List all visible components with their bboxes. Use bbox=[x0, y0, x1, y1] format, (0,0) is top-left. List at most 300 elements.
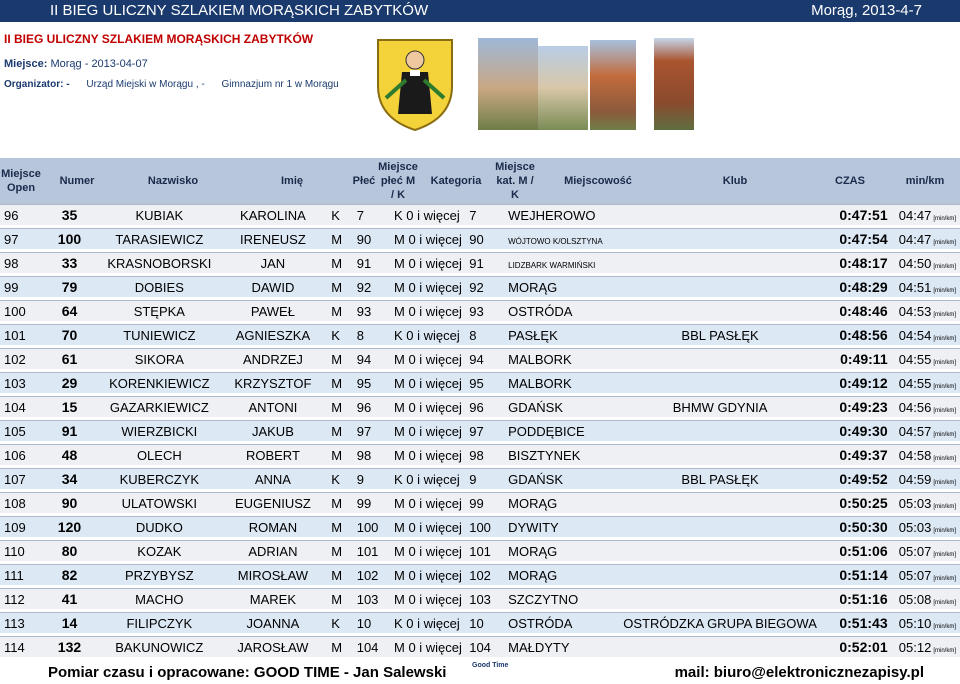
cell-club bbox=[623, 540, 817, 564]
gender-text: M bbox=[331, 303, 343, 319]
open-place-text: 107 bbox=[4, 471, 26, 487]
table-row bbox=[0, 516, 960, 540]
table-row bbox=[0, 420, 960, 444]
cell-bib-number bbox=[39, 588, 100, 612]
cell-category bbox=[390, 468, 465, 492]
cell-bib-number bbox=[39, 228, 100, 252]
cell-club bbox=[623, 516, 817, 540]
first-name-text: JAROSŁAW bbox=[237, 639, 309, 655]
cell-category bbox=[390, 636, 465, 660]
gender-place-text: 95 bbox=[356, 375, 372, 391]
first-name-text: PAWEŁ bbox=[250, 303, 295, 319]
cell-club bbox=[623, 348, 817, 372]
category-text: M 0 i więcej bbox=[394, 519, 462, 535]
bib-number-text: 64 bbox=[61, 303, 78, 319]
pace-unit: [min/km] bbox=[933, 647, 956, 654]
pace-unit: [min/km] bbox=[933, 431, 956, 438]
cell-category bbox=[390, 420, 465, 444]
open-place-text: 105 bbox=[4, 423, 26, 439]
pace-unit: [min/km] bbox=[933, 287, 956, 294]
pace-text: 04:54 bbox=[898, 327, 932, 343]
cell-time bbox=[817, 636, 892, 660]
cell-open-place bbox=[0, 492, 39, 516]
gender-place-text: 100 bbox=[356, 519, 379, 535]
cell-pace bbox=[892, 324, 960, 348]
cell-bib-number bbox=[39, 324, 100, 348]
cell-city bbox=[504, 372, 623, 396]
gender-text: M bbox=[331, 399, 343, 415]
cell-time bbox=[817, 612, 892, 636]
cell-club bbox=[623, 300, 817, 324]
pace-unit: [min/km] bbox=[933, 263, 956, 270]
last-name-text: KRASNOBORSKI bbox=[107, 255, 212, 271]
pace-text: 05:08 bbox=[898, 591, 932, 607]
bib-number-text: 132 bbox=[57, 639, 82, 655]
banner-title: II BIEG ULICZNY SZLAKIEM MORĄSKICH ZABYTKÓW bbox=[50, 2, 429, 19]
pace-unit: [min/km] bbox=[933, 527, 956, 534]
pace-unit: [min/km] bbox=[933, 359, 956, 366]
cell-city bbox=[504, 588, 623, 612]
bib-number-text: 48 bbox=[61, 447, 78, 463]
cell-last-name bbox=[100, 468, 219, 492]
church-photo bbox=[590, 40, 636, 130]
banner bbox=[0, 0, 960, 22]
category-text: M 0 i więcej bbox=[394, 567, 462, 583]
cell-time bbox=[817, 588, 892, 612]
time-text: 0:52:01 bbox=[839, 639, 888, 655]
pace-unit: [min/km] bbox=[933, 455, 956, 462]
table-row bbox=[0, 540, 960, 564]
cell-city bbox=[504, 396, 623, 420]
table-row bbox=[0, 468, 960, 492]
col-open: Miejsce Open bbox=[0, 158, 42, 204]
cell-club bbox=[623, 468, 817, 492]
cell-gender-place bbox=[353, 540, 390, 564]
cell-first-name bbox=[219, 468, 328, 492]
cell-open-place bbox=[0, 588, 39, 612]
category-place-text: 90 bbox=[469, 231, 484, 247]
cell-time bbox=[817, 204, 892, 228]
gender-text: M bbox=[331, 639, 343, 655]
cell-category bbox=[390, 444, 465, 468]
org-2: Gimnazjum nr 1 w Morągu bbox=[221, 79, 339, 90]
time-text: 0:51:06 bbox=[839, 543, 888, 559]
gender-text: M bbox=[331, 543, 343, 559]
cell-gender bbox=[327, 588, 353, 612]
cell-first-name bbox=[219, 396, 328, 420]
first-name-text: JOANNA bbox=[246, 615, 300, 631]
category-text: M 0 i więcej bbox=[394, 423, 462, 439]
pace-text: 05:03 bbox=[898, 519, 932, 535]
gender-text: M bbox=[331, 567, 343, 583]
open-place-text: 103 bbox=[4, 375, 26, 391]
cell-pace bbox=[892, 612, 960, 636]
col-minkm: min/km bbox=[890, 158, 960, 204]
bib-number-text: 34 bbox=[61, 471, 78, 487]
cell-gender bbox=[327, 468, 353, 492]
first-name-text: EUGENIUSZ bbox=[235, 495, 311, 511]
cell-time bbox=[817, 516, 892, 540]
coat-of-arms-image bbox=[372, 36, 458, 132]
category-place-text: 7 bbox=[469, 207, 477, 223]
cell-first-name bbox=[219, 516, 328, 540]
cell-pace bbox=[892, 492, 960, 516]
cell-category-place bbox=[465, 324, 504, 348]
pace-unit: [min/km] bbox=[933, 503, 956, 510]
cell-open-place bbox=[0, 228, 39, 252]
table-row bbox=[0, 492, 960, 516]
cell-category bbox=[390, 540, 465, 564]
gender-place-text: 94 bbox=[356, 351, 372, 367]
gender-place-text: 93 bbox=[356, 303, 372, 319]
city-text: MORĄG bbox=[508, 279, 558, 295]
bib-number-text: 33 bbox=[61, 255, 78, 271]
event-place bbox=[4, 58, 148, 70]
cell-city bbox=[504, 324, 623, 348]
open-place-text: 114 bbox=[4, 639, 25, 655]
cell-city bbox=[504, 228, 623, 252]
city-text: PODDĘBICE bbox=[508, 423, 585, 439]
gender-text: M bbox=[331, 255, 343, 271]
bib-number-text: 14 bbox=[61, 615, 78, 631]
col-nazwisko: Nazwisko bbox=[112, 158, 234, 204]
last-name-text: KUBERCZYK bbox=[119, 471, 200, 487]
cell-bib-number bbox=[39, 564, 100, 588]
cell-category bbox=[390, 324, 465, 348]
last-name-text: DUDKO bbox=[135, 519, 183, 535]
gender-text: K bbox=[331, 615, 340, 631]
gender-place-text: 103 bbox=[356, 591, 379, 607]
city-text: OSTRÓDA bbox=[508, 615, 573, 631]
cell-last-name bbox=[100, 444, 219, 468]
cell-first-name bbox=[219, 636, 328, 660]
bib-number-text: 82 bbox=[61, 567, 78, 583]
cell-category bbox=[390, 396, 465, 420]
city-text: GDAŃSK bbox=[508, 399, 564, 415]
cell-gender bbox=[327, 204, 353, 228]
bib-number-text: 100 bbox=[57, 231, 82, 247]
cell-time bbox=[817, 492, 892, 516]
city-text: BISZTYNEK bbox=[508, 447, 581, 463]
cell-city bbox=[504, 636, 623, 660]
gender-text: M bbox=[331, 519, 343, 535]
cell-bib-number bbox=[39, 540, 100, 564]
pace-text: 04:57 bbox=[898, 423, 932, 439]
category-place-text: 95 bbox=[469, 375, 484, 391]
results-header bbox=[0, 158, 960, 204]
cell-bib-number bbox=[39, 276, 100, 300]
time-text: 0:48:29 bbox=[839, 279, 888, 295]
cell-bib-number bbox=[39, 300, 100, 324]
place-label: Miejsce: bbox=[4, 58, 48, 70]
table-row bbox=[0, 612, 960, 636]
cell-pace bbox=[892, 516, 960, 540]
cell-time bbox=[817, 228, 892, 252]
cell-city bbox=[504, 444, 623, 468]
cell-category bbox=[390, 228, 465, 252]
cell-gender-place bbox=[353, 468, 390, 492]
time-text: 0:47:51 bbox=[839, 207, 888, 223]
cell-club bbox=[623, 252, 817, 276]
pace-text: 04:55 bbox=[898, 351, 932, 367]
table-row bbox=[0, 204, 960, 228]
city-text: MALBORK bbox=[508, 375, 572, 391]
cell-first-name bbox=[219, 372, 328, 396]
gender-place-text: 102 bbox=[356, 567, 379, 583]
cell-city bbox=[504, 612, 623, 636]
cell-pace bbox=[892, 228, 960, 252]
col-miejsce-kat: Miejsce kat. M / K bbox=[494, 158, 536, 204]
cell-club bbox=[623, 276, 817, 300]
last-name-text: KOZAK bbox=[137, 543, 182, 559]
cell-pace bbox=[892, 396, 960, 420]
cell-city bbox=[504, 276, 623, 300]
cell-gender-place bbox=[353, 204, 390, 228]
cell-time bbox=[817, 444, 892, 468]
club-text: BBL PASŁĘK bbox=[681, 327, 759, 343]
category-text: K 0 i więcej bbox=[394, 615, 460, 631]
footer-email: mail: biuro@elektronicznezapisy.pl bbox=[674, 664, 924, 681]
cell-city bbox=[504, 420, 623, 444]
cell-club bbox=[623, 492, 817, 516]
cell-category-place bbox=[465, 468, 504, 492]
cell-city bbox=[504, 564, 623, 588]
first-name-text: ROBERT bbox=[245, 447, 300, 463]
time-text: 0:47:54 bbox=[839, 231, 888, 247]
category-text: M 0 i więcej bbox=[394, 303, 462, 319]
cell-gender bbox=[327, 612, 353, 636]
cell-gender bbox=[327, 540, 353, 564]
footer bbox=[0, 660, 960, 684]
pace-text: 05:03 bbox=[898, 495, 932, 511]
cell-time bbox=[817, 468, 892, 492]
table-row bbox=[0, 276, 960, 300]
category-text: M 0 i więcej bbox=[394, 351, 462, 367]
cell-category-place bbox=[465, 276, 504, 300]
cell-open-place bbox=[0, 372, 39, 396]
cell-club bbox=[623, 420, 817, 444]
cell-gender bbox=[327, 276, 353, 300]
time-text: 0:49:52 bbox=[839, 471, 888, 487]
cell-last-name bbox=[100, 492, 219, 516]
cell-category bbox=[390, 588, 465, 612]
pace-unit: [min/km] bbox=[933, 599, 956, 606]
cell-first-name bbox=[219, 420, 328, 444]
cell-bib-number bbox=[39, 492, 100, 516]
last-name-text: GAZARKIEWICZ bbox=[109, 399, 209, 415]
gender-place-text: 98 bbox=[356, 447, 372, 463]
cell-category-place bbox=[465, 396, 504, 420]
cell-last-name bbox=[100, 636, 219, 660]
table-row bbox=[0, 372, 960, 396]
gender-text: M bbox=[331, 591, 343, 607]
cell-bib-number bbox=[39, 444, 100, 468]
pace-text: 04:56 bbox=[898, 399, 932, 415]
gender-place-text: 96 bbox=[356, 399, 372, 415]
cell-open-place bbox=[0, 468, 39, 492]
cell-bib-number bbox=[39, 252, 100, 276]
cell-last-name bbox=[100, 540, 219, 564]
col-plec: Płeć bbox=[350, 158, 378, 204]
cell-category bbox=[390, 516, 465, 540]
cell-club bbox=[623, 564, 817, 588]
cell-category-place bbox=[465, 516, 504, 540]
cell-gender bbox=[327, 252, 353, 276]
cell-last-name bbox=[100, 588, 219, 612]
col-kategoria: Kategoria bbox=[418, 158, 494, 204]
cell-first-name bbox=[219, 492, 328, 516]
pace-unit: [min/km] bbox=[933, 311, 956, 318]
cell-category-place bbox=[465, 372, 504, 396]
last-name-text: ULATOWSKI bbox=[121, 495, 198, 511]
cell-category-place bbox=[465, 300, 504, 324]
cell-time bbox=[817, 300, 892, 324]
pace-unit: [min/km] bbox=[933, 407, 956, 414]
cell-bib-number bbox=[39, 516, 100, 540]
cell-category bbox=[390, 348, 465, 372]
first-name-text: ANNA bbox=[254, 471, 291, 487]
last-name-text: DOBIES bbox=[134, 279, 184, 295]
table-row bbox=[0, 588, 960, 612]
cell-city bbox=[504, 204, 623, 228]
cell-time bbox=[817, 372, 892, 396]
last-name-text: STĘPKA bbox=[133, 303, 185, 319]
first-name-text: AGNIESZKA bbox=[235, 327, 311, 343]
cell-gender bbox=[327, 564, 353, 588]
bib-number-text: 80 bbox=[61, 543, 78, 559]
gender-place-text: 101 bbox=[356, 543, 379, 559]
last-name-text: BAKUNOWICZ bbox=[115, 639, 204, 655]
col-imie: Imię bbox=[234, 158, 350, 204]
cell-pace bbox=[892, 372, 960, 396]
col-numer: Numer bbox=[42, 158, 112, 204]
table-row bbox=[0, 564, 960, 588]
cell-city bbox=[504, 468, 623, 492]
cell-category-place bbox=[465, 588, 504, 612]
first-name-text: IRENEUSZ bbox=[240, 231, 306, 247]
cell-gender-place bbox=[353, 324, 390, 348]
cell-open-place bbox=[0, 348, 39, 372]
cell-category bbox=[390, 612, 465, 636]
footer-credit: Pomiar czasu i opracowane: GOOD TIME - Jan Salewski bbox=[48, 664, 447, 681]
category-text: K 0 i więcej bbox=[394, 327, 460, 343]
first-name-text: ANDRZEJ bbox=[242, 351, 303, 367]
cell-open-place bbox=[0, 420, 39, 444]
good-time-logo: Good Time bbox=[472, 662, 509, 669]
last-name-text: PRZYBYSZ bbox=[125, 567, 194, 583]
time-text: 0:51:14 bbox=[839, 567, 888, 583]
gender-text: M bbox=[331, 447, 343, 463]
table-row bbox=[0, 396, 960, 420]
cell-gender-place bbox=[353, 564, 390, 588]
first-name-text: ADRIAN bbox=[248, 543, 298, 559]
pace-text: 05:07 bbox=[898, 567, 932, 583]
cell-open-place bbox=[0, 396, 39, 420]
open-place-text: 98 bbox=[4, 255, 19, 271]
category-place-text: 101 bbox=[469, 543, 491, 559]
cell-gender bbox=[327, 228, 353, 252]
cell-last-name bbox=[100, 564, 219, 588]
category-text: M 0 i więcej bbox=[394, 255, 462, 271]
gender-place-text: 8 bbox=[356, 327, 364, 343]
table-row bbox=[0, 636, 960, 660]
bib-number-text: 29 bbox=[61, 375, 78, 391]
gender-place-text: 90 bbox=[356, 231, 372, 247]
cell-gender-place bbox=[353, 300, 390, 324]
time-text: 0:48:17 bbox=[839, 255, 888, 271]
category-text: M 0 i więcej bbox=[394, 399, 462, 415]
pace-text: 05:07 bbox=[898, 543, 932, 559]
cell-pace bbox=[892, 540, 960, 564]
table-row bbox=[0, 300, 960, 324]
gender-place-text: 99 bbox=[356, 495, 372, 511]
time-text: 0:49:23 bbox=[839, 399, 888, 415]
cell-gender-place bbox=[353, 252, 390, 276]
category-place-text: 94 bbox=[469, 351, 484, 367]
cell-time bbox=[817, 396, 892, 420]
cell-first-name bbox=[219, 324, 328, 348]
category-place-text: 92 bbox=[469, 279, 484, 295]
cell-gender-place bbox=[353, 612, 390, 636]
category-text: M 0 i więcej bbox=[394, 495, 462, 511]
open-place-text: 112 bbox=[4, 591, 25, 607]
table-row bbox=[0, 252, 960, 276]
cell-gender bbox=[327, 372, 353, 396]
pace-unit: [min/km] bbox=[933, 551, 956, 558]
cell-bib-number bbox=[39, 420, 100, 444]
gender-text: K bbox=[331, 471, 340, 487]
cell-first-name bbox=[219, 564, 328, 588]
cell-open-place bbox=[0, 204, 39, 228]
cell-club bbox=[623, 588, 817, 612]
pace-text: 04:59 bbox=[898, 471, 932, 487]
cell-category-place bbox=[465, 636, 504, 660]
cell-pace bbox=[892, 636, 960, 660]
category-text: M 0 i więcej bbox=[394, 279, 462, 295]
cell-pace bbox=[892, 444, 960, 468]
time-text: 0:50:25 bbox=[839, 495, 888, 511]
cell-last-name bbox=[100, 516, 219, 540]
time-text: 0:51:16 bbox=[839, 591, 888, 607]
time-text: 0:48:46 bbox=[839, 303, 888, 319]
open-place-text: 100 bbox=[4, 303, 26, 319]
cell-open-place bbox=[0, 324, 39, 348]
city-text: GDAŃSK bbox=[508, 471, 564, 487]
category-place-text: 9 bbox=[469, 471, 477, 487]
cell-open-place bbox=[0, 444, 39, 468]
cell-pace bbox=[892, 204, 960, 228]
category-place-text: 104 bbox=[469, 639, 491, 655]
cell-gender bbox=[327, 492, 353, 516]
first-name-text: KRZYSZTOF bbox=[234, 375, 312, 391]
pace-unit: [min/km] bbox=[933, 383, 956, 390]
first-name-text: ROMAN bbox=[248, 519, 298, 535]
category-place-text: 99 bbox=[469, 495, 484, 511]
cell-first-name bbox=[219, 204, 328, 228]
first-name-text: JAN bbox=[260, 255, 286, 271]
pace-text: 04:47 bbox=[898, 207, 932, 223]
cell-gender-place bbox=[353, 372, 390, 396]
cell-club bbox=[623, 324, 817, 348]
pace-text: 04:53 bbox=[898, 303, 932, 319]
cell-city bbox=[504, 492, 623, 516]
time-text: 0:50:30 bbox=[839, 519, 888, 535]
gender-text: K bbox=[331, 327, 340, 343]
bib-number-text: 61 bbox=[61, 351, 78, 367]
table-row bbox=[0, 444, 960, 468]
open-place-text: 108 bbox=[4, 495, 26, 511]
cell-category bbox=[390, 492, 465, 516]
